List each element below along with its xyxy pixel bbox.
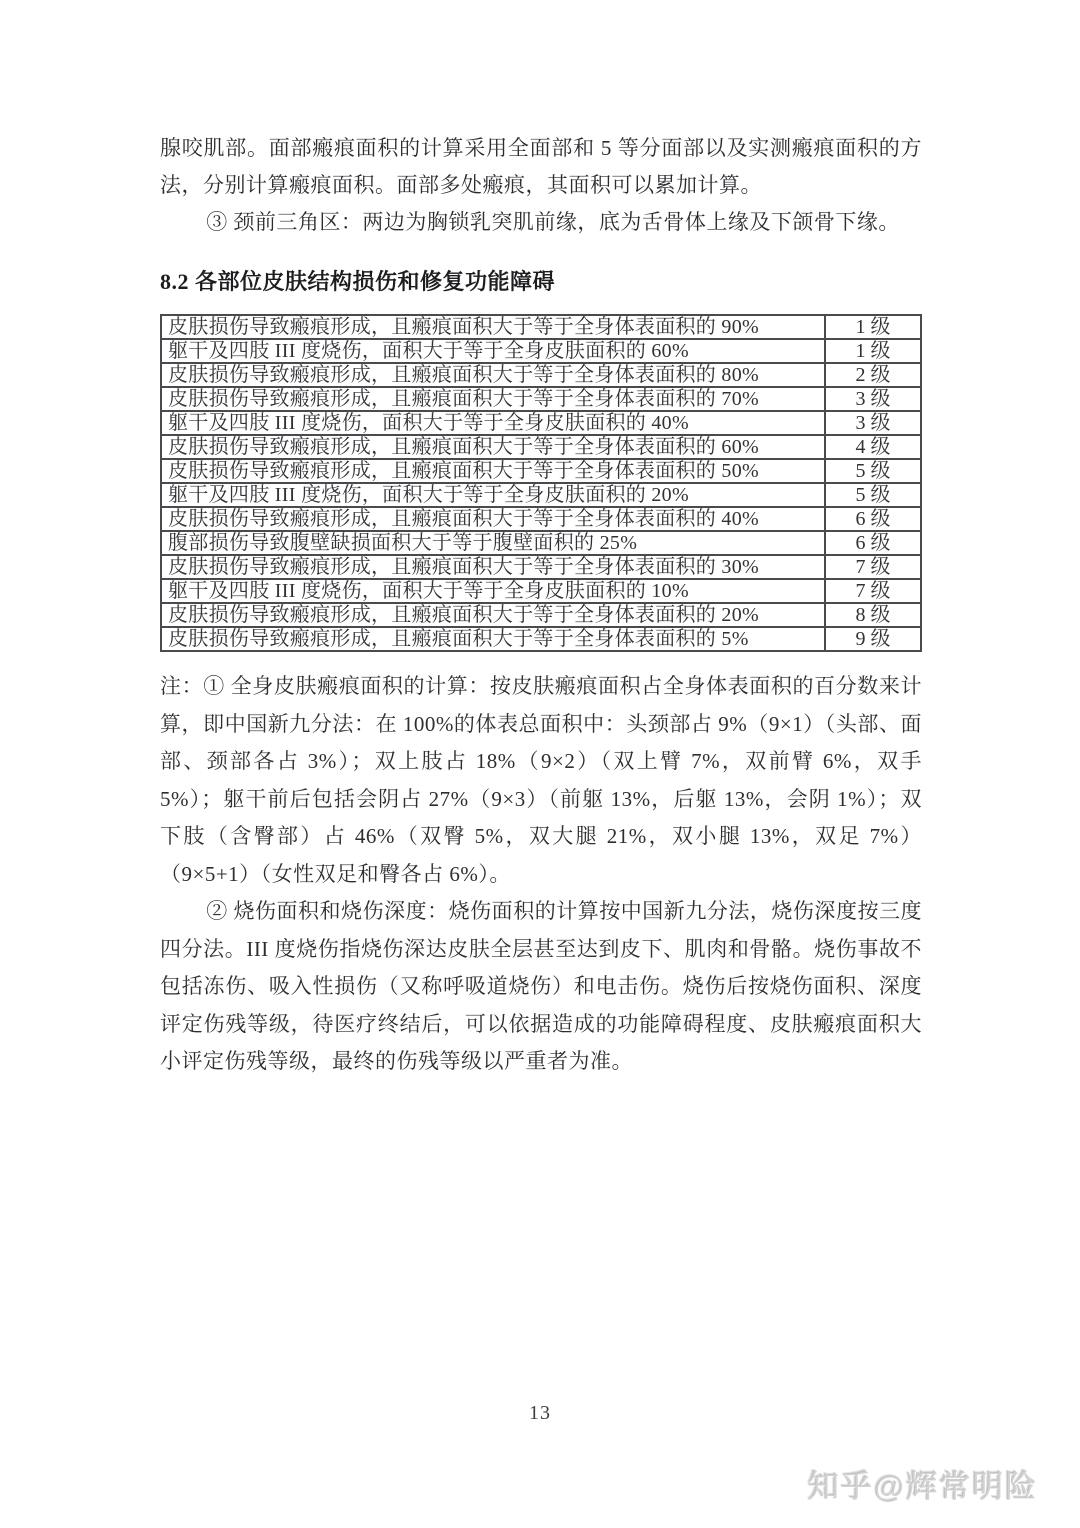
section-heading: 8.2 各部位皮肤结构损伤和修复功能障碍 (160, 269, 556, 294)
table-row (161, 387, 921, 411)
row-grade: 5 级 (825, 483, 921, 507)
grading-table-body (161, 315, 921, 651)
row-description: 皮肤损伤导致瘢痕形成，且瘢痕面积大于等于全身体表面积的 90% (161, 315, 825, 339)
note-paragraph-1: 注：① 全身皮肤瘢痕面积的计算：按皮肤瘢痕面积占全身体表面积的百分数来计算，即中国新九分法：在 100%的体表总面积中：头颈部占 9%（9×1）（头部、面部、颈部各占 3%）；双上肢占 18%（9×2）（双上臂 7%，双前臂 6%，双手 5%）；躯干前后包括会阴占 27%（9×3）（前躯 13%，后躯 13%，会阴 1%）；双下肢（含臀部）占 46%（双臀 5%，双大腿 21%，双小腿 13%，双足 7%）（9×5+1）（女性双足和臀各占 6%）。 (160, 674, 922, 886)
row-description: 躯干及四肢 III 度烧伤，面积大于等于全身皮肤面积的 10% (161, 579, 825, 603)
row-description: 皮肤损伤导致瘢痕形成，且瘢痕面积大于等于全身体表面积的 5% (161, 627, 825, 651)
page-content (160, 130, 922, 1081)
table-row (161, 603, 921, 627)
table-row (161, 411, 921, 435)
row-description: 躯干及四肢 III 度烧伤，面积大于等于全身皮肤面积的 20% (161, 483, 825, 507)
page-number: 13 (529, 1402, 551, 1424)
row-grade: 6 级 (825, 531, 921, 555)
notes-block (160, 668, 922, 1081)
row-grade: 9 级 (825, 627, 921, 651)
row-description: 皮肤损伤导致瘢痕形成，且瘢痕面积大于等于全身体表面积的 20% (161, 603, 825, 627)
table-row (161, 579, 921, 603)
row-description: 皮肤损伤导致瘢痕形成，且瘢痕面积大于等于全身体表面积的 50% (161, 459, 825, 483)
table-row (161, 483, 921, 507)
row-grade: 7 级 (825, 555, 921, 579)
row-grade: 4 级 (825, 435, 921, 459)
table-row (161, 315, 921, 339)
table-row (161, 627, 921, 651)
row-description: 皮肤损伤导致瘢痕形成，且瘢痕面积大于等于全身体表面积的 60% (161, 435, 825, 459)
table-row (161, 459, 921, 483)
row-grade: 8 级 (825, 603, 921, 627)
row-description: 皮肤损伤导致瘢痕形成，且瘢痕面积大于等于全身体表面积的 80% (161, 363, 825, 387)
grading-table (160, 314, 922, 652)
table-row (161, 531, 921, 555)
row-description: 皮肤损伤导致瘢痕形成，且瘢痕面积大于等于全身体表面积的 40% (161, 507, 825, 531)
row-description: 腹部损伤导致腹壁缺损面积大于等于腹壁面积的 25% (161, 531, 825, 555)
intro-item-3: ③ 颈前三角区：两边为胸锁乳突肌前缘，底为舌骨体上缘及下颌骨下缘。 (206, 210, 900, 234)
table-row (161, 555, 921, 579)
row-grade: 1 级 (825, 315, 921, 339)
row-grade: 1 级 (825, 339, 921, 363)
row-description: 躯干及四肢 III 度烧伤，面积大于等于全身皮肤面积的 40% (161, 411, 825, 435)
row-grade: 5 级 (825, 459, 921, 483)
row-description: 皮肤损伤导致瘢痕形成，且瘢痕面积大于等于全身体表面积的 70% (161, 387, 825, 411)
row-description: 皮肤损伤导致瘢痕形成，且瘢痕面积大于等于全身体表面积的 30% (161, 555, 825, 579)
table-row (161, 507, 921, 531)
row-grade: 3 级 (825, 411, 921, 435)
intro-paragraph: 腺咬肌部。面部瘢痕面积的计算采用全面部和 5 等分面部以及实测瘢痕面积的方法，分别计算瘢痕面积。面部多处瘢痕，其面积可以累加计算。 (160, 136, 922, 197)
table-row (161, 363, 921, 387)
row-grade: 3 级 (825, 387, 921, 411)
table-row (161, 339, 921, 363)
row-description: 躯干及四肢 III 度烧伤，面积大于等于全身皮肤面积的 60% (161, 339, 825, 363)
watermark: 知乎@辉常明险 (807, 1469, 1038, 1504)
table-row (161, 435, 921, 459)
row-grade: 7 级 (825, 579, 921, 603)
row-grade: 2 级 (825, 363, 921, 387)
note-paragraph-2: ② 烧伤面积和烧伤深度：烧伤面积的计算按中国新九分法，烧伤深度按三度四分法。III 度烧伤指烧伤深达皮肤全层甚至达到皮下、肌肉和骨骼。烧伤事故不包括冻伤、吸入性损伤（又称呼吸道烧伤）和电击伤。烧伤后按烧伤面积、深度评定伤残等级，待医疗终结后，可以依据造成的功能障碍程度、皮肤瘢痕面积大小评定伤残等级，最终的伤残等级以严重者为准。 (160, 899, 922, 1073)
row-grade: 6 级 (825, 507, 921, 531)
